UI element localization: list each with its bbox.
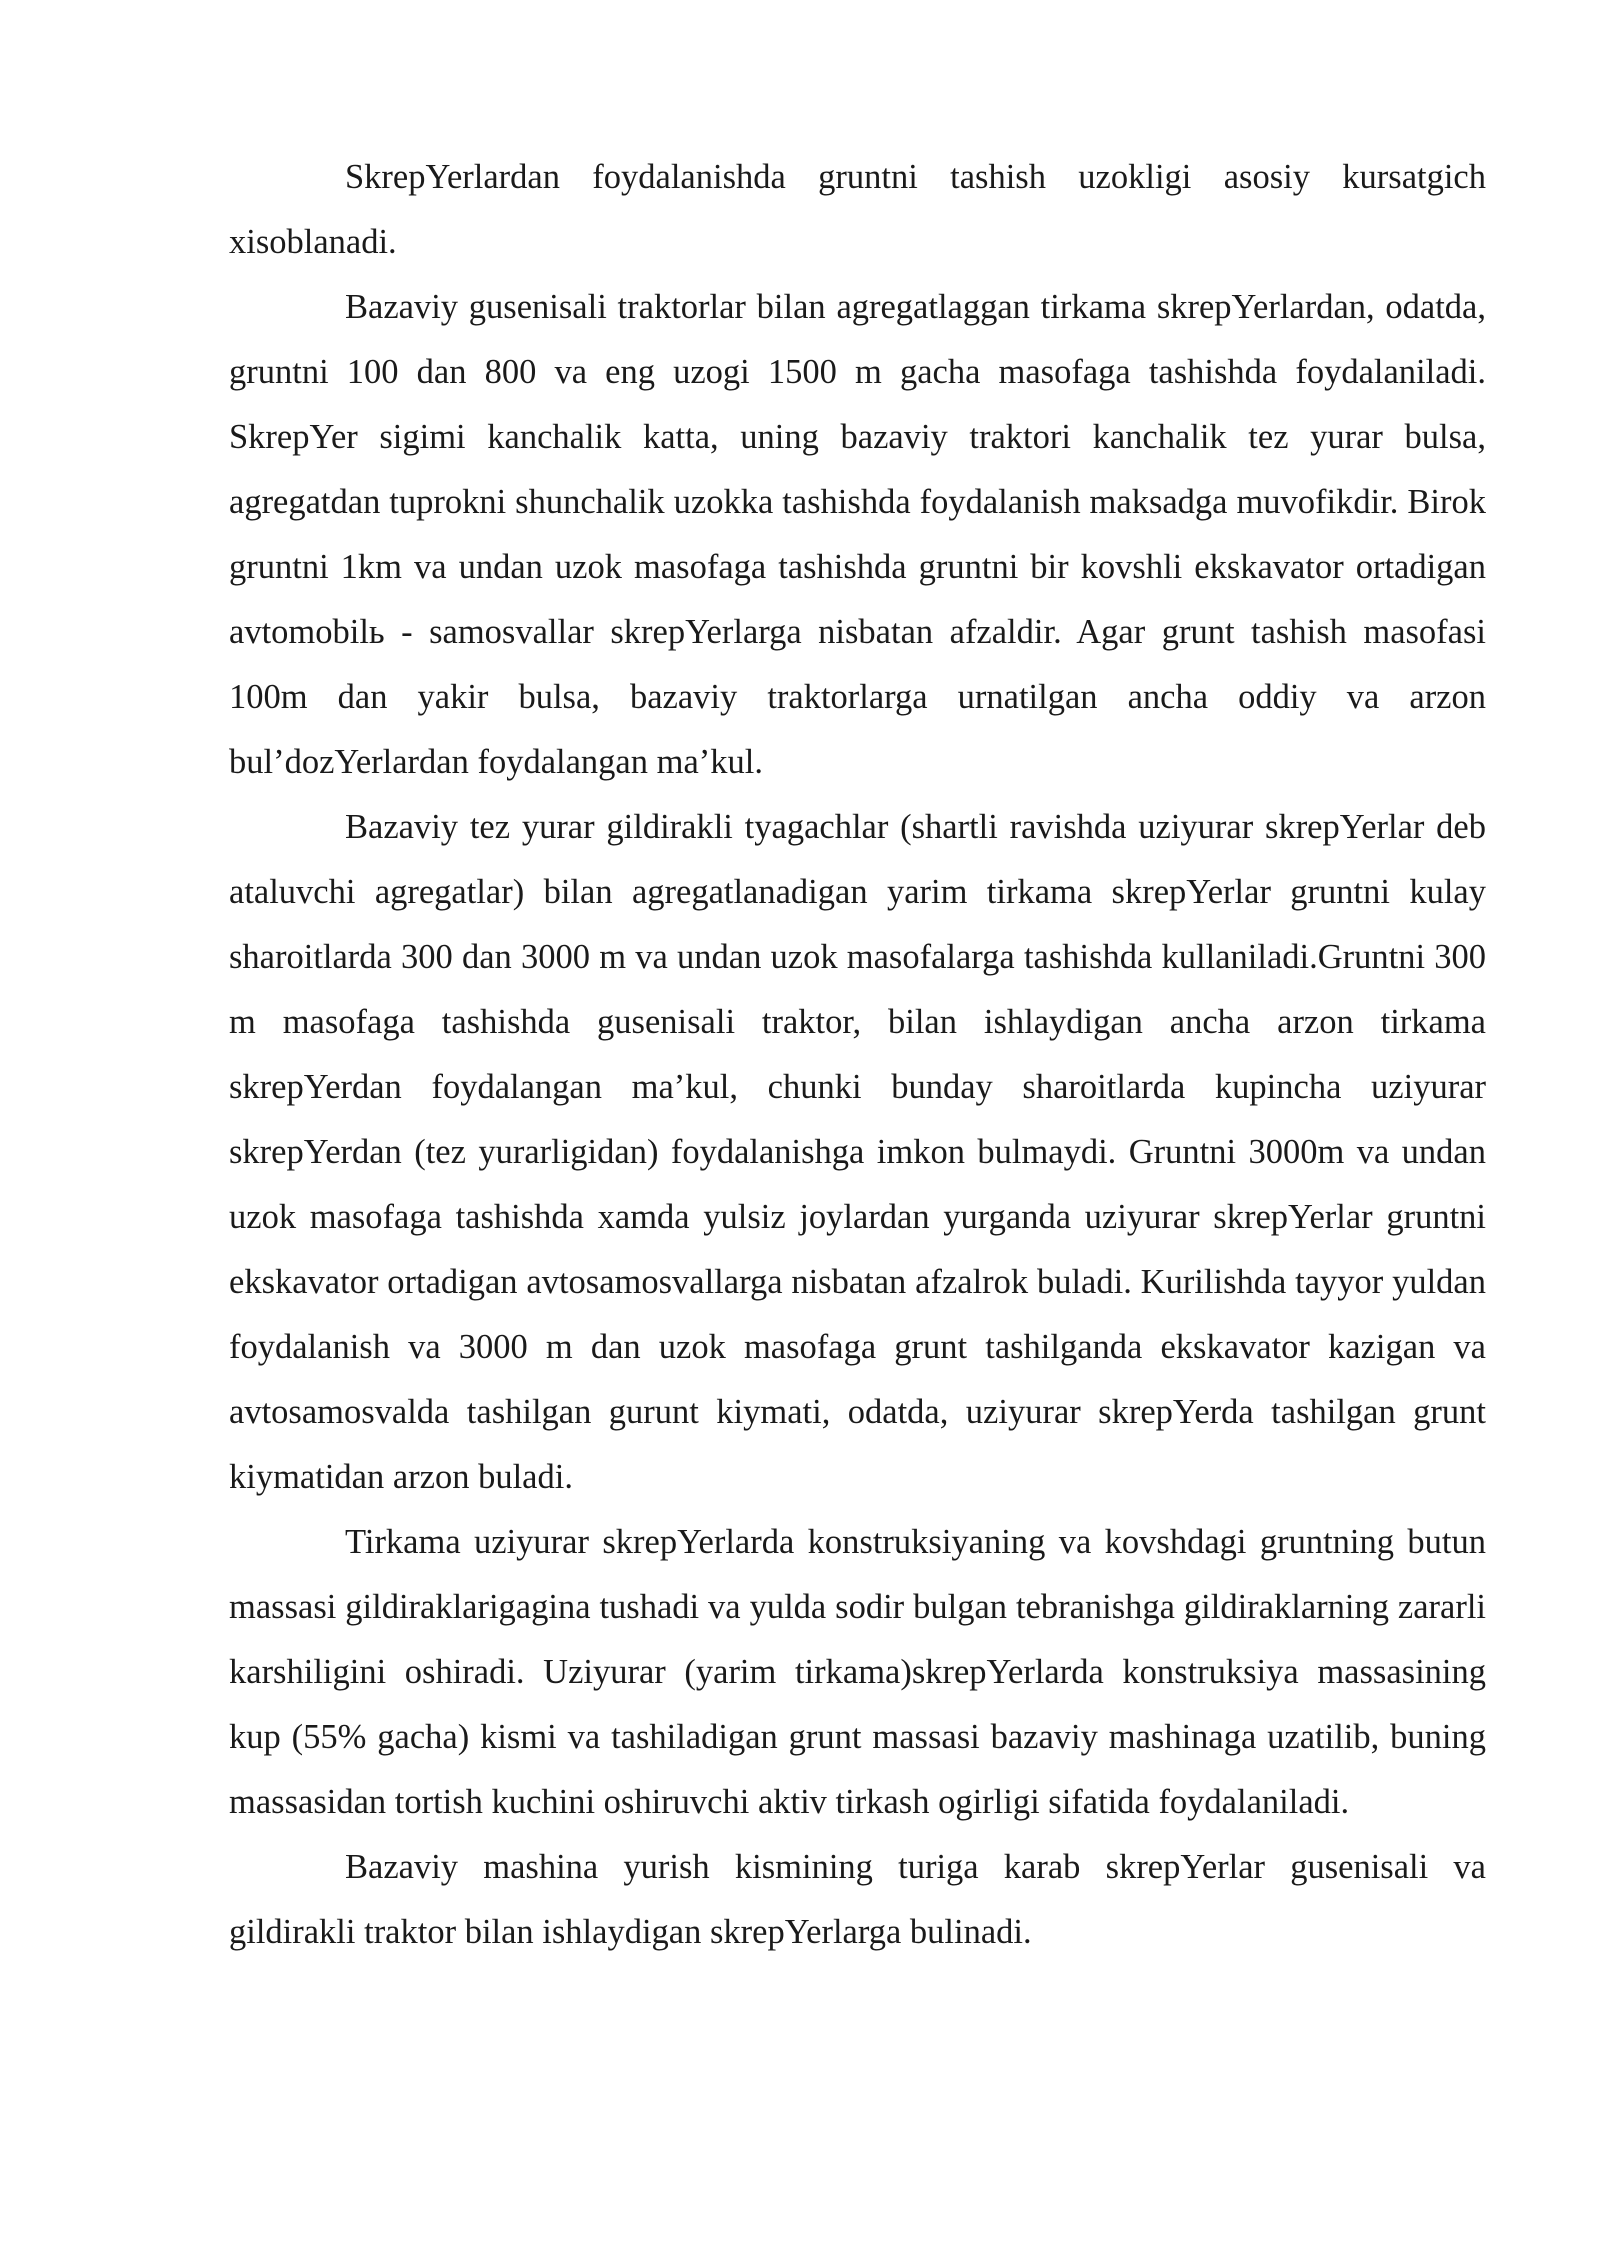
paragraph-5: Bazaviy mashina yurish kismining turiga karab skrepYerlar gusenisali va gildirakli traktor bilan ishlaydigan skrepYerlarga bulinadi. xyxy=(229,1848,1486,1951)
paragraph-4: Tirkama uziyurar skrepYerlarda konstruksiyaning va kovshdagi gruntning butun massasi gildiraklarigagina tushadi va yulda sodir bulgan tebranishga gildiraklarning zararli karshiligini oshiradi. Uziyurar (yarim tirkama)skrepYerlarda konstruksiya massasining kup (55% gacha) kismi va tashiladigan grunt massasi bazaviy mashinaga uzatilib, buning massasidan tortish kuchini oshiruvchi aktiv tirkash ogirligi sifatida foydalaniladi. xyxy=(229,1523,1486,1821)
paragraph-2: Bazaviy gusenisali traktorlar bilan agregatlaggan tirkama skrepYerlardan, odatda, gruntni 100 dan 800 va eng uzogi 1500 m gacha masofaga tashishda foydalaniladi. SkrepYer sigimi kanchalik katta, uning bazaviy traktori kanchalik tez yurar bulsa, agregatdan tuprokni shunchalik uzokka tashishda foydalanish maksadga muvofikdir. Birok gruntni 1km va undan uzok masofaga tashishda gruntni bir kovshli ekskavator ortadigan avtomobilь - samosvallar skrepYerlarga nisbatan afzaldir. Agar grunt tashish masofasi 100m dan yakir bulsa, bazaviy traktorlarga urnatilgan ancha oddiy va arzon bul’dozYerlardan foydalangan ma’kul. xyxy=(229,288,1486,781)
document-page xyxy=(229,145,1486,1965)
paragraph-1: SkrepYerlardan foydalanishda gruntni tashish uzokligi asosiy kursatgich xisoblanadi. xyxy=(229,158,1486,261)
paragraph-3: Bazaviy tez yurar gildirakli tyagachlar (shartli ravishda uziyurar skrepYerlar deb ataluvchi agregatlar) bilan agregatlanadigan yarim tirkama skrepYerlar gruntni kulay sharoitlarda 300 dan 3000 m va undan uzok masofalarga tashishda kullaniladi.Gruntni 300 m masofaga tashishda gusenisali traktor, bilan ishlaydigan ancha arzon tirkama skrepYerdan foydalangan ma’kul, chunki bunday sharoitlarda kupincha uziyurar skrepYerdan (tez yurarligidan) foydalanishga imkon bulmaydi. Gruntni 3000m va undan uzok masofaga tashishda xamda yulsiz joylardan yurganda uziyurar skrepYerlar gruntni ekskavator ortadigan avtosamosvallarga nisbatan afzalrok buladi. Kurilishda tayyor yuldan foydalanish va 3000 m dan uzok masofaga grunt tashilganda ekskavator kazigan va avtosamosvalda tashilgan gurunt kiymati, odatda, uziyurar skrepYerda tashilgan grunt kiymatidan arzon buladi. xyxy=(229,808,1486,1496)
